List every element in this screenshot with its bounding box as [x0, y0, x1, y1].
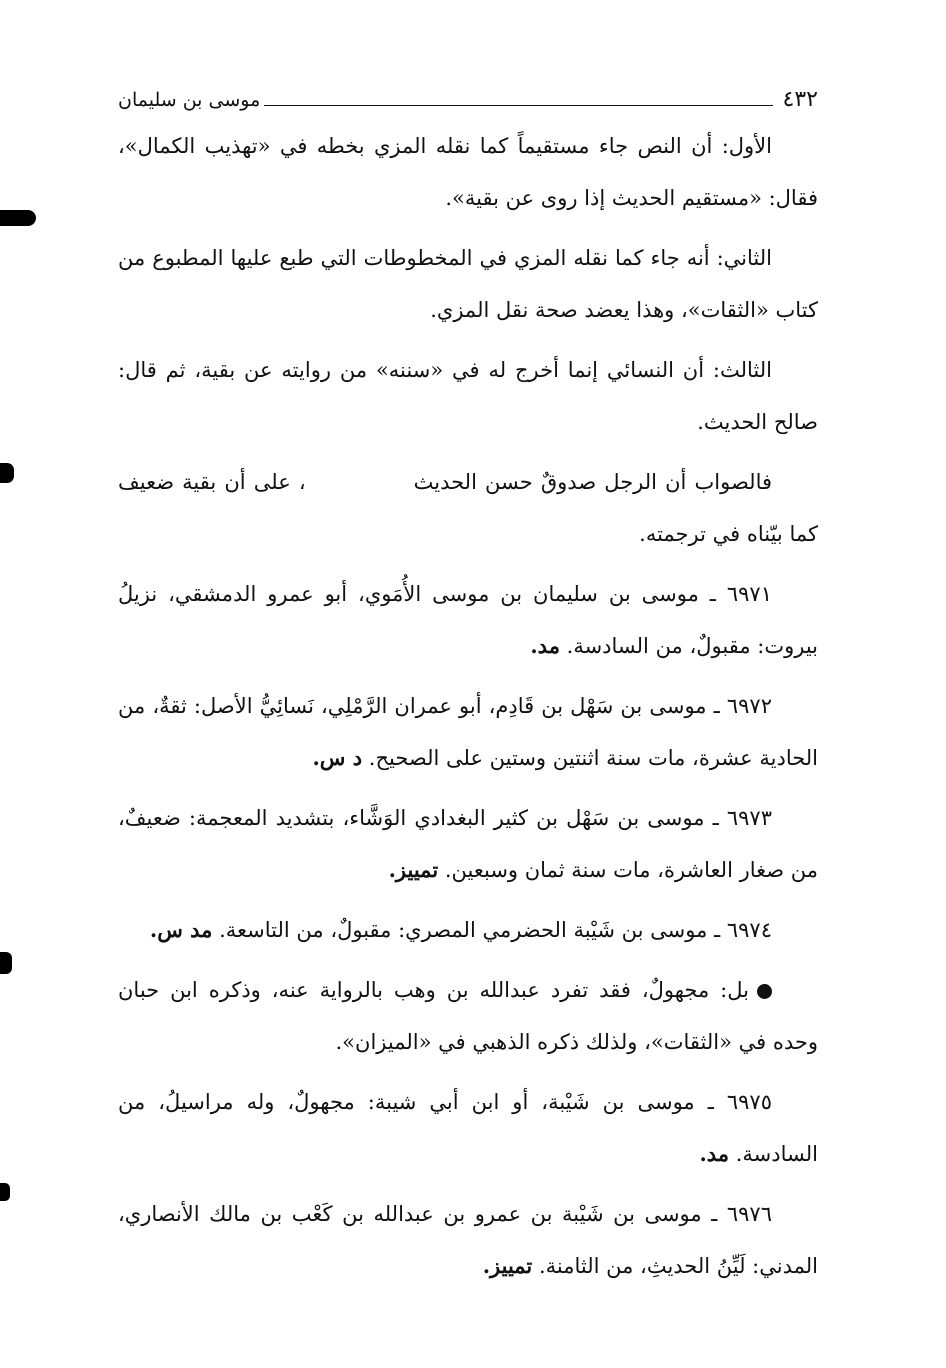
paragraph-text: الثاني: أنه جاء كما نقله المزي في المخطوطات التي طبع عليها المطبوع من كتاب «الثقات»، وهذا يعضد صحة نقل المزي. [118, 246, 818, 322]
entry-sigla: مد س. [149, 917, 213, 942]
paragraph-text: فالصواب أن الرجل صدوقٌ حسن الحديث [413, 470, 773, 494]
entry-6976 [118, 1188, 818, 1292]
paragraph-conclusion [118, 456, 818, 560]
entry-sigla: د س. [312, 745, 363, 770]
page-header [118, 82, 818, 112]
paragraph-text: الثالث: أن النسائي إنما أخرج له في «سننه» من روايته عن بقية، ثم قال: صالح الحديث. [118, 358, 818, 434]
entry-sigla: تمييز. [482, 1253, 533, 1278]
entry-6973 [118, 792, 818, 896]
entry-6971 [118, 568, 818, 672]
bullet-icon [757, 984, 772, 999]
running-title: موسى بن سليمان [118, 89, 261, 111]
entry-text: ٦٩٧١ ـ موسى بن سليمان بن موسى الأُمَوي، أبو عمرو الدمشقي، نزيلُ بيروت: مقبولٌ، من السادسة. [118, 582, 818, 658]
header-rule [264, 105, 772, 106]
entry-text: ٦٩٧٤ ـ موسى بن شَيْبة الحضرمي المصري: مقبولٌ، من التاسعة. [219, 918, 772, 942]
entry-sigla: مد. [530, 633, 560, 658]
entry-text: ٦٩٧٦ ـ موسى بن شَيْبة بن عمرو بن عبدالله بن كَعْب بن مالك الأنصاري، المدني: لَيِّنُ الحديثِ، من الثامنة. [118, 1202, 818, 1278]
entry-6972 [118, 680, 818, 784]
paragraph-first-point [118, 120, 818, 224]
editor-note [118, 964, 818, 1068]
paragraph-text: ، على أن بقية ضعيف كما بيّناه في ترجمته. [118, 470, 818, 546]
entry-6974 [118, 904, 818, 956]
paragraph-text: الأول: أن النص جاء مستقيماً كما نقله المزي بخطه في «تهذيب الكمال»، فقال: «مستقيم الحديث إذا روى عن بقية». [118, 134, 818, 210]
entry-text: ٦٩٧٢ ـ موسى بن سَهْل بن قَادِم، أبو عمران الرَّمْلِي، نَسائِيُّ الأصل: ثقةٌ، من الحادية عشرة، مات سنة اثنتين وستين على الصحيح. [118, 694, 818, 770]
page-number: ٤٣٢ [782, 87, 818, 112]
scan-edge-mark [0, 952, 12, 974]
entry-6975 [118, 1076, 818, 1180]
paragraph-third-point [118, 344, 818, 448]
scan-edge-mark [0, 1183, 10, 1201]
scan-edge-mark [0, 210, 36, 226]
entry-sigla: تمييز. [388, 857, 439, 882]
note-text: بل: مجهولٌ، فقد تفرد عبدالله بن وهب بالرواية عنه، وذكره ابن حبان وحده في «الثقات»، ولذلك ذكره الذهبي في «الميزان». [118, 978, 818, 1054]
page-body [118, 120, 818, 1292]
entry-sigla: مد. [699, 1141, 730, 1166]
entry-text: ٦٩٧٣ ـ موسى بن سَهْل بن كثير البغدادي الوَشَّاء، بتشديد المعجمة: ضعيفٌ، من صغار العاشرة، مات سنة ثمان وسبعين. [118, 806, 818, 882]
scan-edge-mark [0, 463, 14, 483]
entry-text: ٦٩٧٥ ـ موسى بن شَيْبة، أو ابن أبي شيبة: مجهولٌ، وله مراسيلُ، من السادسة. [118, 1090, 818, 1166]
paragraph-second-point [118, 232, 818, 336]
